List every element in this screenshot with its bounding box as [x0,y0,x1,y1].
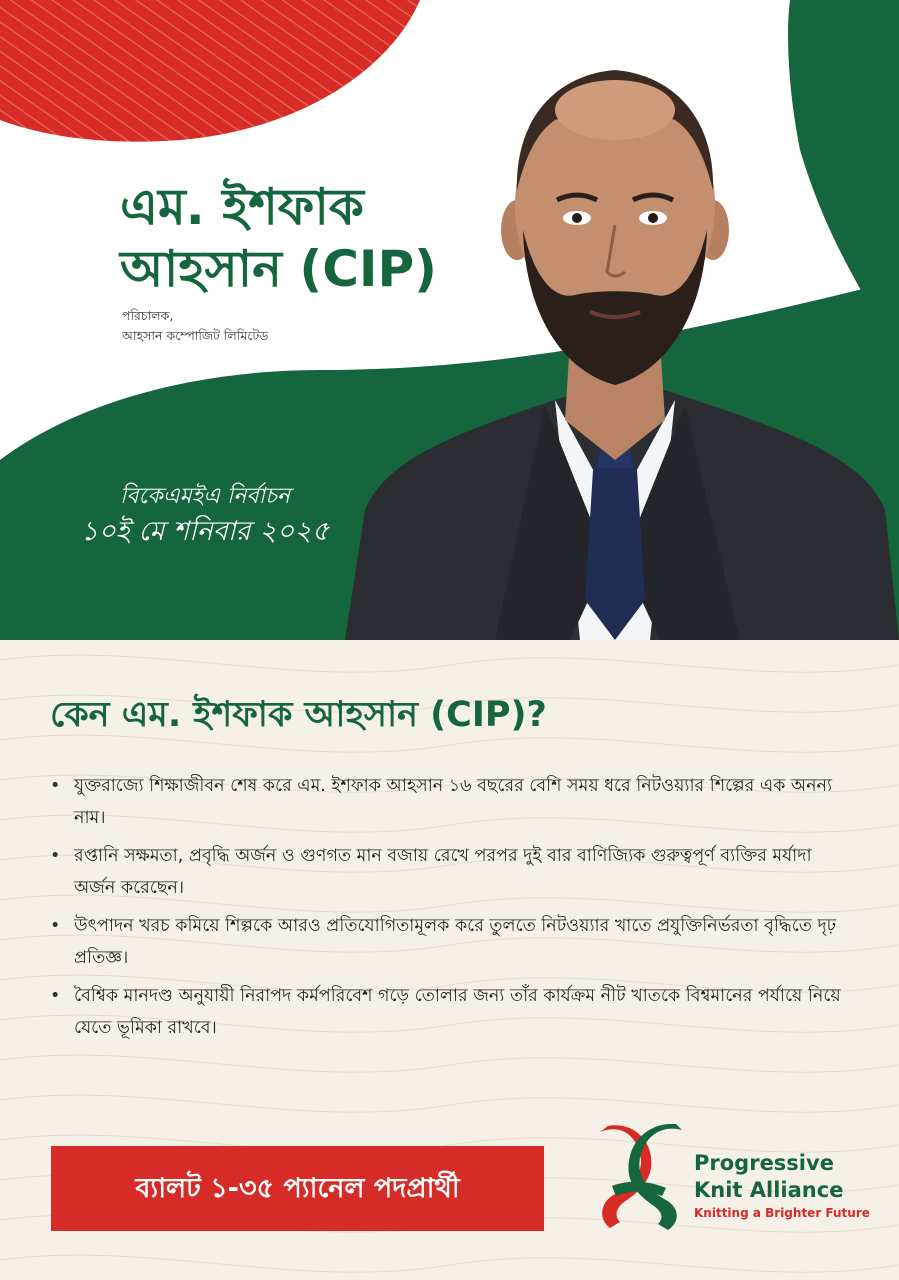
knot-logo-icon [590,1124,690,1236]
reason-item: • উৎপাদন খরচ কমিয়ে শিল্পকে আরও প্রতিযোগিতামূলক করে তুলতে নিটওয়্যার খাতে প্রযুক্তিনির্ভরতা বৃদ্ধিতে দৃঢ় প্রতিজ্ঞ। [48,910,848,974]
election-info [40,482,370,552]
why-heading: কেন এম. ইশফাক আহসান (CIP)? [50,695,547,735]
role-title: পরিচালক, [122,308,174,323]
ballot-banner: ব্যালট ১-৩৫ প্যানেল পদপ্রার্থী [51,1146,544,1231]
reason-item: • বৈশ্বিক মানদণ্ড অনুযায়ী নিরাপদ কর্মপরিবেশ গড়ে তোলার জন্য তাঁর কার্যক্রম নীট খাতকে বিশ্বমানের পর্যায়ে নিয়ে যেতে ভূমিকা রাখবে। [48,980,848,1044]
candidate-role [122,306,268,346]
brand-name-line1: Progressive [694,1151,834,1175]
candidate-portrait [345,40,899,640]
election-title: বিকেএমইএ নির্বাচন [120,484,290,509]
reason-item: • যুক্তরাজ্যে শিক্ষাজীবন শেষ করে এম. ইশফাক আহসান ১৬ বছরের বেশি সময় ধরে নিটওয়্যার শিল্পের এক অনন্য নাম। [48,770,848,834]
brand-tagline: Knitting a Brighter Future [694,1206,870,1220]
candidate-name-line2: আহসান (CIP) [120,240,438,298]
election-date: ১০ই মে শনিবার ২০২৫ [80,516,330,547]
brand-name-line2: Knit Alliance [694,1178,844,1202]
brand-logo-text [694,1150,870,1222]
reasons-list [48,770,848,1050]
role-company: আহসান কম্পোজিট লিমিটেড [122,328,269,343]
candidate-name-line1: এম. ইশফাক [120,178,364,236]
content-section [0,640,899,1280]
reason-item: • রপ্তানি সক্ষমতা, প্রবৃদ্ধি অর্জন ও গুণগত মান বজায় রেখে পরপর দুই বার বাণিজ্যিক গুরুত্বপূর্ণ ব্যক্তির মর্যাদা অর্জন করেছেন। [48,840,848,904]
